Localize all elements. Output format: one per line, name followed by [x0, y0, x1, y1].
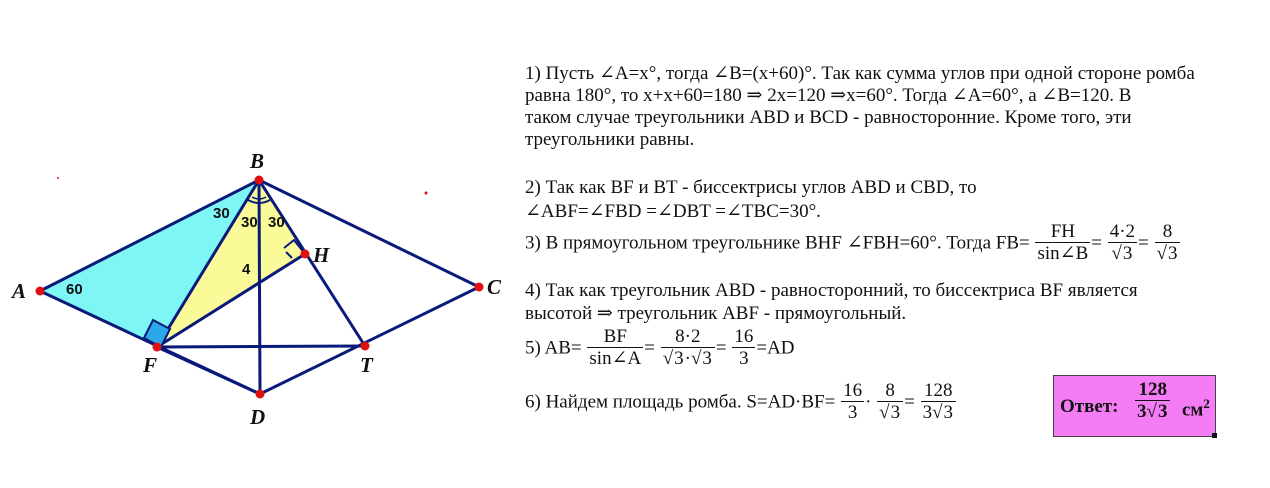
- unit-power: 2: [1203, 396, 1210, 411]
- step1-line2: равна 180°, то x+x+60=180 ⇒ 2x=120 ⇒x=60°. Тогда ∠A=60°, а ∠B=120. В: [525, 85, 1132, 106]
- fraction-16-over-3: [841, 381, 864, 424]
- fraction-128-over-3sqrt3: [921, 381, 956, 424]
- step5-text: 5) AB=: [525, 337, 582, 359]
- step3: [525, 222, 1181, 265]
- equals-sign: =: [904, 391, 915, 413]
- fraction-8-sqrt3: [877, 381, 903, 424]
- vertex-d: [256, 390, 265, 399]
- sqrt-symbol: √3: [662, 348, 684, 369]
- fraction-numerator: 16: [843, 380, 863, 401]
- fraction-8-sqrt3: [1108, 222, 1137, 265]
- vertex-a: [36, 287, 45, 296]
- multiply-dot: ·: [865, 391, 872, 413]
- fraction-numerator: 8·2: [661, 327, 715, 348]
- fraction-denominator: 3√3: [922, 402, 954, 423]
- step3-text: 3) В прямоугольном треугольнике BHF ∠FBH=60°. Тогда FB=: [525, 232, 1030, 254]
- equals-sign: =: [1091, 232, 1102, 254]
- box-corner-handle: [1212, 433, 1217, 438]
- fraction-numerator: 4·2: [1109, 221, 1136, 242]
- segment-fd-diag: [157, 347, 260, 394]
- label-b: B: [250, 149, 265, 173]
- answer-box: [1053, 375, 1216, 437]
- fraction-16-over-3: [732, 327, 755, 370]
- step5: [525, 327, 795, 370]
- fraction-numerator: BF: [587, 327, 643, 348]
- fraction-8-sqrt3-result: [1155, 222, 1181, 265]
- fraction-denominator: sin∠B: [1037, 243, 1089, 264]
- sqrt-symbol: √3: [1111, 243, 1133, 264]
- rhombus-diagram: [0, 0, 510, 488]
- sqrt-symbol: √3: [1156, 243, 1178, 264]
- stray-dot: [57, 177, 59, 179]
- label-c: C: [487, 275, 502, 299]
- fraction-numerator: 128: [1135, 380, 1170, 401]
- vertex-t: [361, 342, 370, 351]
- step5-suffix: =AD: [756, 337, 795, 359]
- sqrt-symbol: √3: [879, 402, 901, 423]
- sqrt-symbol: √3: [690, 348, 712, 369]
- fraction-fh-sinb: [1035, 222, 1090, 265]
- vertex-h: [301, 250, 310, 259]
- angle-label-abf: 30: [213, 205, 230, 222]
- step1-line1: 1) Пусть ∠A=x°, тогда ∠B=(x+60)°. Так как сумма углов при одной стороне ромба: [525, 63, 1195, 84]
- answer-unit: $см^2$: [1182, 396, 1210, 421]
- label-a: A: [12, 279, 27, 303]
- step4-line2: высотой ⇒ треугольник ABF - прямоугольный.: [525, 303, 907, 324]
- fraction-numerator: 8: [877, 381, 903, 402]
- fraction-denominator: [1108, 243, 1137, 265]
- equals-sign: =: [715, 337, 727, 359]
- answer-fraction: [1135, 380, 1170, 423]
- fraction-denominator: 3: [847, 402, 858, 423]
- fraction-numerator: FH: [1035, 222, 1090, 243]
- label-d: D: [250, 405, 266, 429]
- step2-line2: ∠ABF=∠FBD =∠DBT =∠TBC=30°.: [525, 201, 821, 222]
- fraction-denominator: √3·√3: [662, 348, 712, 369]
- vertex-b: [255, 176, 264, 185]
- fraction-denominator: [1155, 243, 1181, 265]
- label-t: T: [360, 353, 373, 377]
- angle-label-fbd: 30: [241, 214, 258, 231]
- fraction-numerator: 16: [734, 326, 754, 347]
- label-f: F: [143, 353, 158, 377]
- label-fh-length: 4: [242, 261, 251, 278]
- equals-sign: =: [1138, 232, 1149, 254]
- angle-label-a: 60: [66, 281, 83, 298]
- step6: [525, 381, 957, 424]
- step1-line4: треугольники равны.: [525, 129, 695, 150]
- fraction-denominator: sin∠A: [589, 348, 642, 369]
- fraction-numerator: 128: [921, 381, 956, 402]
- fraction-denominator: 3: [739, 348, 749, 369]
- fraction-numerator: 8: [1155, 222, 1181, 243]
- step4-line1: 4) Так как треугольник ABD - равносторонний, то биссектриса BF является: [525, 280, 1138, 301]
- segment-bd: [259, 180, 260, 394]
- step6-text: 6) Найдем площадь ромба. S=AD·BF=: [525, 391, 836, 413]
- sqrt-symbol: √3: [932, 402, 954, 423]
- fraction-16-over-sqrt3-sqrt3: [661, 327, 715, 370]
- fraction-denominator: 3√3: [1137, 401, 1168, 422]
- fraction-denominator: [877, 402, 903, 424]
- segment-ft: [157, 346, 365, 347]
- label-h: H: [313, 243, 330, 267]
- fraction-bf-sina: [587, 327, 643, 370]
- stray-dot: [425, 192, 428, 195]
- step1-line3: таком случае треугольники ABD и BCD - равносторонние. Кроме того, эти: [525, 107, 1132, 128]
- step2-line1: 2) Так как BF и BT - биссектрисы углов ABD и CBD, то: [525, 177, 977, 198]
- vertex-f: [153, 343, 162, 352]
- equals-sign: =: [644, 337, 655, 359]
- angle-label-dbt: 30: [268, 214, 285, 231]
- vertex-c: [475, 283, 484, 292]
- side-cd: [260, 287, 479, 394]
- sqrt-symbol: √3: [1146, 401, 1168, 422]
- answer-label: Ответ:: [1060, 396, 1119, 417]
